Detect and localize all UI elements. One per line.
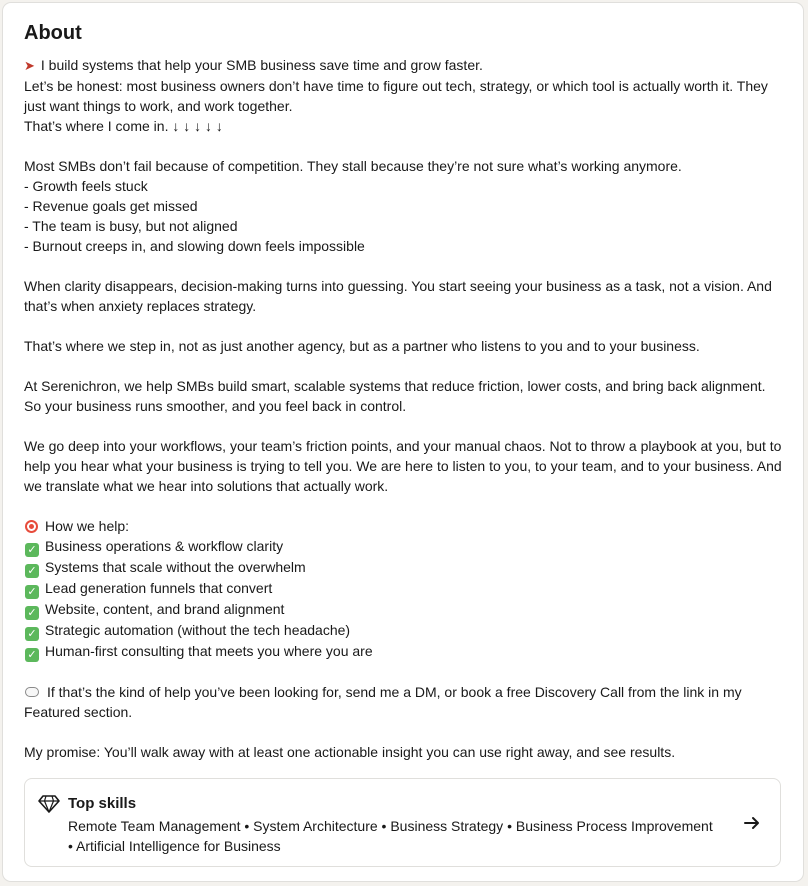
about-text xyxy=(24,55,784,762)
about-line: - Burnout creeps in, and slowing down feels impossible xyxy=(24,238,365,254)
about-card xyxy=(3,3,803,881)
how-we-help-heading: How we help: xyxy=(24,516,784,536)
direct-hit-icon xyxy=(25,520,38,533)
about-line: My promise: You’ll walk away with at least one actionable insight you can use right away, and see results. xyxy=(24,744,676,760)
about-line: That’s where we step in, not as just another agency, but as a partner who listens to you and to your business. xyxy=(24,338,700,354)
about-line: At Serenichron, we help SMBs build smart, scalable systems that reduce friction, lower costs, and bring back alignment. So your business runs smoother, and you feel back in control. xyxy=(24,378,766,414)
about-line: When clarity disappears, decision-making turns into guessing. You start seeing your business as a task, not a vision. And that’s when anxiety replaces strategy. xyxy=(24,278,772,314)
speech-balloon-icon xyxy=(25,687,39,697)
about-line: ➤ I build systems that help your SMB business save time and grow faster. xyxy=(24,55,784,76)
check-mark-button-icon: ✓ xyxy=(25,564,39,578)
about-title: About xyxy=(24,22,82,44)
help-item: ✓ Website, content, and brand alignment xyxy=(24,599,784,620)
about-line: If that’s the kind of help you’ve been looking for, send me a DM, or book a free Discovery Call from the link in my Featured section. xyxy=(24,684,742,720)
arrow-right-icon[interactable] xyxy=(742,813,762,833)
top-skills-list: Remote Team Management • System Architecture • Business Strategy • Business Process Improvement • Artificial Intelligence for Business xyxy=(68,818,713,854)
help-item: ✓ Human-first consulting that meets you where you are xyxy=(24,641,784,662)
top-skills-title: Top skills xyxy=(68,795,137,812)
about-line: We go deep into your workflows, your team’s friction points, and your manual chaos. Not to throw a playbook at you, but to help you hear what your business is trying to tell you. We are here to listen to you, to your team, and to your business. And we translate what we hear into solutions that actually work. xyxy=(24,438,782,494)
check-mark-button-icon: ✓ xyxy=(25,627,39,641)
top-skills-card[interactable] xyxy=(24,778,781,867)
rocket-icon: ➤ xyxy=(24,58,35,73)
help-item: ✓ Business operations & workflow clarity xyxy=(24,536,784,557)
check-mark-button-icon: ✓ xyxy=(25,543,39,557)
about-line: Most SMBs don’t fail because of competition. They stall because they’re not sure what’s working anymore. xyxy=(24,158,682,174)
about-line: - Revenue goals get missed xyxy=(24,198,198,214)
about-line: That’s where I come in. ↓ ↓ ↓ ↓ ↓ xyxy=(24,118,223,134)
help-item: ✓ Strategic automation (without the tech headache) xyxy=(24,620,784,641)
about-line: Let’s be honest: most business owners don’t have time to figure out tech, strategy, or which tool is actually worth it. They just want things to work, and work together. xyxy=(24,78,768,114)
about-line: - Growth feels stuck xyxy=(24,178,148,194)
help-item: ✓ Systems that scale without the overwhelm xyxy=(24,557,784,578)
check-mark-button-icon: ✓ xyxy=(25,648,39,662)
help-item: ✓ Lead generation funnels that convert xyxy=(24,578,784,599)
about-line: - The team is busy, but not aligned xyxy=(24,218,238,234)
check-mark-button-icon: ✓ xyxy=(25,585,39,599)
diamond-icon xyxy=(38,794,60,814)
check-mark-button-icon: ✓ xyxy=(25,606,39,620)
